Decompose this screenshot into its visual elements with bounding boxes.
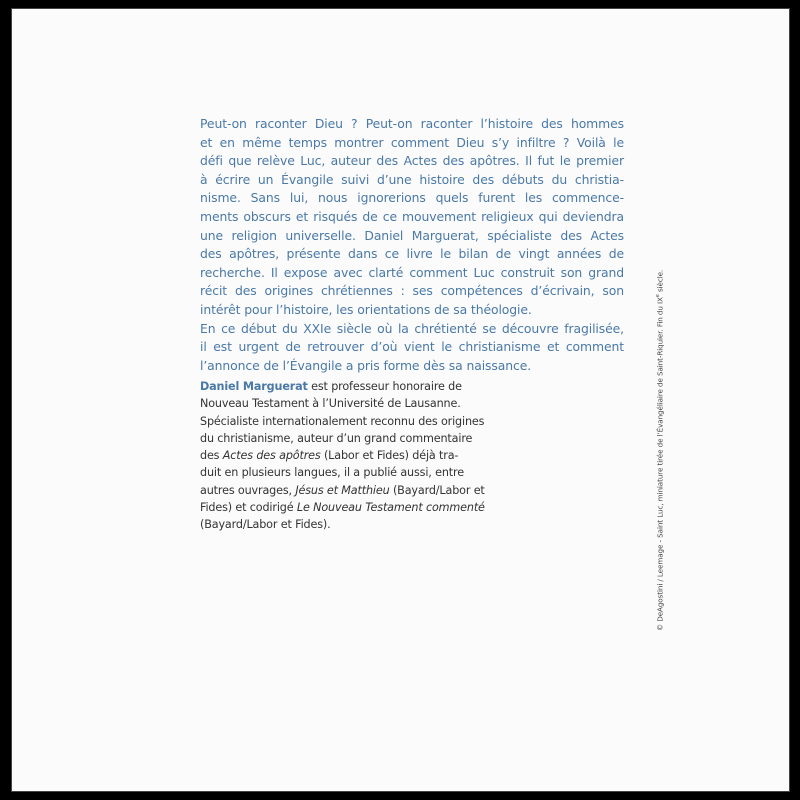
bio-line: du christianisme, auteur d’un grand commentaire <box>200 431 473 445</box>
blurb-line: défi que relève Luc, auteur des Actes des apôtres. Il fut le premier <box>200 153 624 169</box>
bio-text: Fides) et codirigé <box>200 501 297 515</box>
bio-text: des <box>200 449 223 463</box>
blurb-paragraph <box>200 115 624 375</box>
blurb-line: ments obscurs et risqués de ce mouvement religieux qui deviendra <box>200 208 624 224</box>
author-bio <box>200 378 485 534</box>
bio-text: (Bayard/Labor et <box>389 483 485 497</box>
credit-superscript: e <box>655 294 661 298</box>
bio-line <box>200 499 485 516</box>
book-title: Le Nouveau Testament commenté <box>296 501 485 515</box>
bio-text: (Labor et Fides) déjà tra- <box>320 449 459 463</box>
blurb-line: récit des origines chrétiennes : ses compétences d’écrivain, son <box>200 283 624 299</box>
bio-line: duit en plusieurs langues, il a publié aussi, entre <box>200 466 464 480</box>
blurb-line: Peut-on raconter Dieu ? Peut-on raconter l’histoire des hommes <box>200 116 624 131</box>
bio-line: Spécialiste internationalement reconnu des origines <box>200 414 485 428</box>
blurb-line: il est urgent de retrouver d’où vient le christianisme et comment <box>200 339 624 355</box>
bio-line <box>200 482 485 499</box>
image-credit <box>655 231 664 631</box>
blurb-line: des apôtres, présente dans ce livre le bilan de vingt années de <box>200 246 624 262</box>
book-title: Actes des apôtres <box>222 449 321 463</box>
blurb-line: à écrire un Évangile suivi d’une histoire des débuts du christia- <box>200 171 624 187</box>
book-title: Jésus et Matthieu <box>295 483 390 497</box>
bio-text: autres ouvrages, <box>200 483 296 497</box>
credit-text-end: siècle. <box>655 269 665 295</box>
blurb-line: En ce début du XXIe siècle où la chrétienté se découvre fragilisée, <box>200 320 624 336</box>
bio-line <box>200 378 460 395</box>
blurb-line: une religion universelle. Daniel Marguerat, spécialiste des Actes <box>200 227 624 243</box>
bio-line <box>200 447 460 464</box>
author-name: Daniel Marguerat <box>200 380 308 393</box>
credit-text: © DeAgostini / Leemage - Saint Luc, miniature tirée de l’Évangéliaire de Saint-Riquier. Fin du <box>655 304 665 631</box>
back-cover-page <box>11 8 790 792</box>
bio-text: est professeur honoraire de <box>307 380 462 393</box>
blurb-line: intérêt pour l’histoire, les orientations de sa théologie. <box>200 301 532 317</box>
blurb-line: l’annonce de l’Évangile a pris forme dès sa naissance. <box>200 357 532 373</box>
blurb-line: et en même temps montrer comment Dieu s’y infiltre ? Voilà le <box>200 134 624 150</box>
blurb-line: recherche. Il expose avec clarté comment Luc construit son grand <box>200 264 624 280</box>
credit-century: IX <box>655 297 665 305</box>
bio-line: (Bayard/Labor et Fides). <box>200 518 331 532</box>
bio-line: Nouveau Testament à l’Université de Lausanne. <box>200 397 461 411</box>
blurb-line: nisme. Sans lui, nous ignorerions quels furent les commence- <box>200 190 624 206</box>
